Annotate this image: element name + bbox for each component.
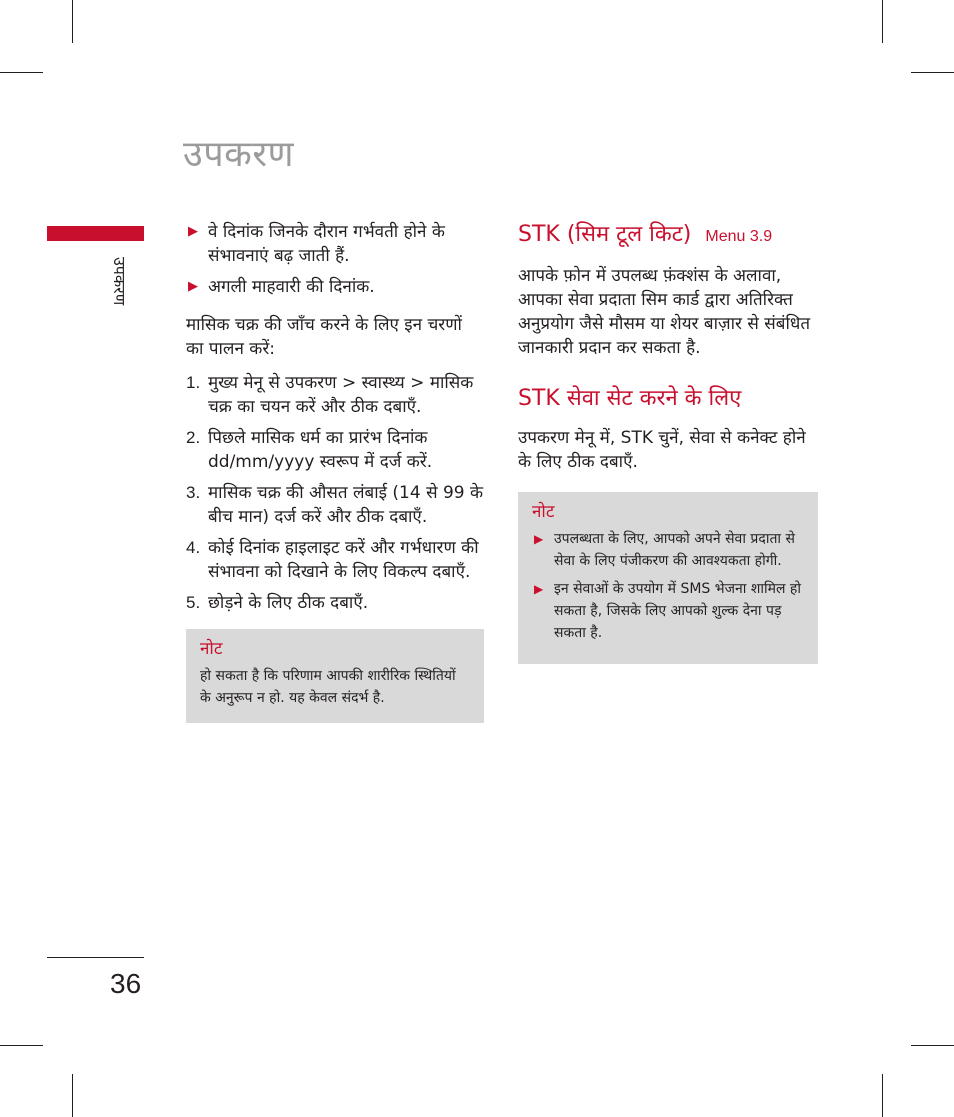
- stk-intro-text: आपके फ़ोन में उपलब्ध फ़ंक्शंस के अलावा, आपका सेवा प्रदाता सिम कार्ड द्वारा अतिरिक्त अनुप्रयोग जैसे मौसम या शेयर बाज़ार से संबंधित जानकारी प्रदान कर सकता है.: [518, 266, 811, 358]
- step-item: [186, 536, 484, 584]
- bullet-list: [186, 220, 484, 299]
- note-item-text: उपलब्धता के लिए, आपको अपने सेवा प्रदाता से सेवा के लिए पंजीकरण की आवश्यकता होगी.: [554, 531, 795, 569]
- right-column: [518, 220, 818, 664]
- step-item: [186, 371, 484, 419]
- crop-mark: [911, 1045, 954, 1046]
- footer-rule: [47, 957, 144, 958]
- note-list: [532, 528, 804, 644]
- triangle-right-icon: ▶: [534, 582, 544, 596]
- bullet-text: वे दिनांक जिनके दौरान गर्भवती होने के संभावनाएं बढ़ जाती हैं.: [208, 222, 445, 266]
- crop-mark: [882, 1074, 883, 1117]
- note-text: हो सकता है कि परिणाम आपकी शारीरिक स्थितियों के अनुरूप न हो. यह केवल संदर्भ है.: [200, 668, 456, 706]
- step-number: 1.: [186, 373, 201, 392]
- crop-mark: [72, 1074, 73, 1117]
- step-text: पिछले मासिक धर्म का प्रारंभ दिनांक dd/mm/yyyy स्वरूप में दर्ज करें.: [208, 428, 433, 472]
- note-title: नोट: [200, 639, 223, 659]
- section-tab-bar: [47, 226, 144, 241]
- section-heading-text: STK (सिम टूल किट): [518, 222, 692, 247]
- steps-list: [186, 371, 484, 615]
- left-column: [186, 220, 484, 723]
- list-item: [186, 220, 484, 268]
- note-title: नोट: [532, 502, 555, 522]
- crop-mark: [72, 0, 73, 43]
- list-item: [532, 528, 804, 572]
- triangle-right-icon: ▶: [188, 279, 198, 294]
- step-text: मासिक चक्र की औसत लंबाई (14 से 99 के बीच मान) दर्ज करें और ठीक दबाएँ.: [208, 483, 484, 527]
- crop-mark: [911, 72, 954, 73]
- step-text: कोई दिनांक हाइलाइट करें और गर्भधारण की संभावना को दिखाने के लिए विकल्प दबाएँ.: [208, 538, 479, 582]
- page-number: 36: [110, 968, 142, 999]
- crop-mark: [882, 0, 883, 43]
- step-number: 5.: [186, 593, 201, 612]
- step-text: मुख्य मेनू से उपकरण > स्वास्थ्य > मासिक चक्र का चयन करें और ठीक दबाएँ.: [208, 373, 474, 417]
- step-item: [186, 591, 484, 615]
- instruction-text: उपकरण मेनू में, STK चुनें, सेवा से कनेक्ट होने के लिए ठीक दबाएँ.: [518, 428, 806, 472]
- triangle-right-icon: ▶: [534, 532, 544, 546]
- step-number: 2.: [186, 428, 201, 447]
- crop-mark: [0, 72, 43, 73]
- step-number: 3.: [186, 483, 201, 502]
- sub-heading: STK सेवा सेट करने के लिए: [518, 386, 742, 411]
- page-title: उपकरण: [183, 134, 295, 175]
- step-item: [186, 426, 484, 474]
- step-number: 4.: [186, 538, 201, 557]
- intro-text: मासिक चक्र की जाँच करने के लिए इन चरणों का पालन करें:: [186, 315, 462, 359]
- step-item: [186, 481, 484, 529]
- list-item: [532, 578, 804, 644]
- section-heading: [518, 220, 818, 252]
- step-text: छोड़ने के लिए ठीक दबाएँ.: [208, 593, 369, 613]
- triangle-right-icon: ▶: [188, 224, 198, 239]
- note-item-text: इन सेवाओं के उपयोग में SMS भेजना शामिल हो सकता है, जिसके लिए आपको शुल्क देना पड़ सकता है.: [554, 581, 801, 641]
- crop-mark: [0, 1045, 43, 1046]
- menu-reference: Menu 3.9: [705, 228, 773, 245]
- list-item: [186, 275, 484, 299]
- note-box: [518, 492, 818, 664]
- note-box: [186, 629, 484, 723]
- bullet-text: अगली माहवारी की दिनांक.: [208, 277, 375, 297]
- side-section-label: उपकरण: [110, 257, 129, 306]
